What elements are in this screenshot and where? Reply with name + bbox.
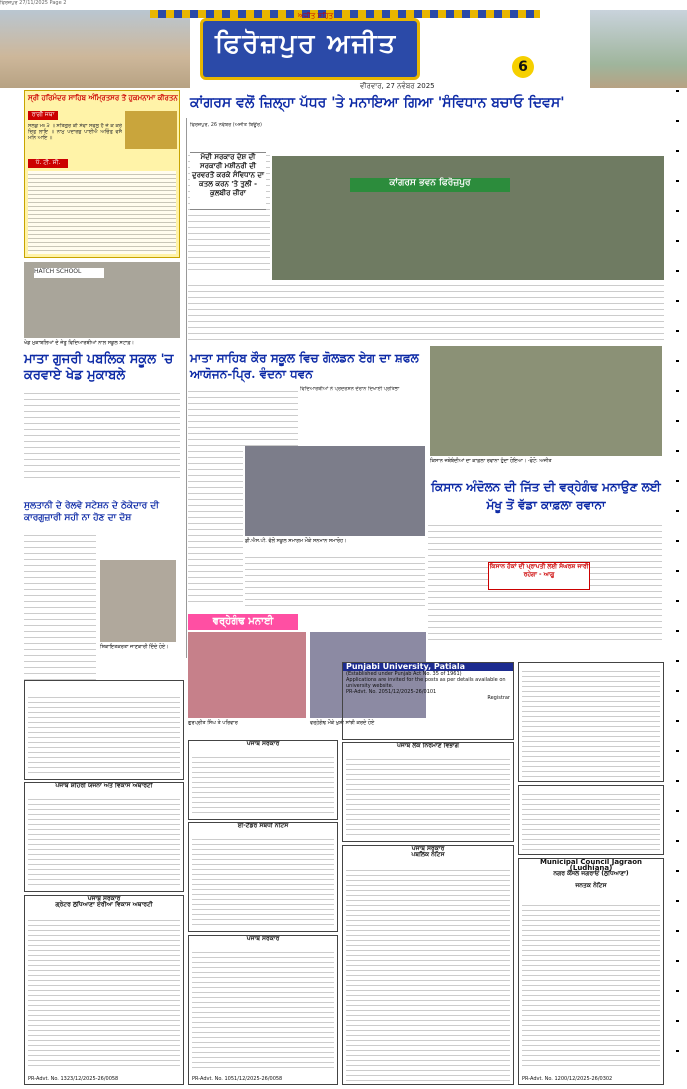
hukamnama-text: ਸਲੋਕੁ ਮਃ ੩ ॥ ਸਤਿਗੁਰ ਕੀ ਸੇਵਾ ਸਫਲੁ ਹੈ ਜੇ ਕੋ ਕਰੇ ਚਿਤੁ ਲਾਇ ॥ ਨਾਮੁ ਪਦਾਰਥੁ ਪਾਈਐ ਅਚਿੰਤੁ ਵਸੈ ਮਨਿ ਆਇ ॥	[28, 123, 122, 142]
ad-govt-2-title: ਪੰਜਾਬ ਸਰਕਾਰ	[246, 935, 280, 942]
lead-headline: ਕਾਂਗਰਸ ਵਲੋਂ ਜ਼ਿਲ੍ਹਾ ਪੱਧਰ 'ਤੇ ਮਨਾਇਆ ਗਿਆ 'ਸੰਵਿਧਾਨ ਬਚਾਓ ਦਿਵਸ'	[190, 95, 565, 111]
ragi-label: ਰਾਗੀ ਜਥਾ	[28, 111, 58, 120]
railway-headline: ਸੁਲਤਾਨੀ ਦੇ ਰੇਲਵੇ ਸਟੇਸ਼ਨ ਦੇ ਠੇਕੇਦਾਰ ਦੀ ਕਾਰਗੁਜ਼ਾਰੀ ਸਹੀ ਨਾ ਹੋਣ ਦਾ ਦੋਸ਼	[24, 501, 159, 523]
golden-egg-body-2	[188, 446, 243, 606]
ad-pavitra: ਪਬਲਿਕ ਨੋਟਿਸ	[411, 851, 445, 858]
dtc-label: ਧੰ. ਟੀ. ਸੀ.	[28, 159, 68, 168]
masthead-title: ਫਿਰੋਜ਼ਪੁਰ ਅਜੀਤ	[215, 29, 398, 59]
kisan-headline: ਕਿਸਾਨ ਅੰਦੋਲਨ ਦੀ ਜਿੱਤ ਦੀ ਵਰ੍ਹੇਗੰਢ ਮਨਾਉਣ ਲਈ ਮੱਖੂ ਤੋਂ ਵੱਡਾ ਕਾਫ਼ਲਾ ਰਵਾਨਾ	[431, 480, 661, 512]
golden-egg-headline: ਮਾਤਾ ਸਾਹਿਬ ਕੌਰ ਸਕੂਲ ਵਿਚ ਗੋਲਡਨ ਏਗ ਦਾ ਸ਼ਫਲ ਆਯੋਜਨ-ਪ੍ਰਿ. ਵੰਦਨਾ ਧਵਨ	[190, 351, 419, 381]
masthead-photo-left	[0, 10, 190, 88]
ad-tender-1	[188, 822, 338, 932]
masthead-pattern	[150, 10, 540, 18]
anniversary-photo-left	[188, 632, 306, 718]
ad-glada-govt: ਪੰਜਾਬ ਸਰਕਾਰ	[87, 895, 121, 902]
ad-glada-adv: PR-Advt. No. 1323/12/2025-26/0058	[28, 1076, 119, 1082]
ad-tender-1-title: ਈ-ਟੈਂਡਰ ਸੰਬੰਧੀ ਨੋਟਿਸ	[237, 822, 289, 829]
lead-dateline: ਫਿਰੋਜ਼ਪੁਰ, 26 ਨਵੰਬਰ (ਅਜੀਤ ਬਿਊਰੋ)	[190, 122, 262, 128]
golden-egg-caption: ਡੀ.ਐਸ.ਪੀ. ਵੱਲੋਂ ਸਕੂਲ ਸਮਾਗਮ ਮੌਕੇ ਸਨਮਾਨ ਸਮਾਰੋਹ।	[245, 538, 347, 544]
railway-photo	[100, 560, 176, 642]
anniversary-caption-right: ਵਰ੍ਹੇਗੰਢ ਮੌਕੇ ਖੁਸ਼ੀ ਸਾਂਝੀ ਕਰਦੇ ਹੋਏ	[310, 720, 375, 726]
pu-subtitle: (Established under Punjab Act No. 35 of 1961)	[346, 671, 462, 677]
ad-glada	[24, 895, 184, 1085]
ad-punjabi-university	[342, 662, 514, 740]
golden-egg-body-3	[245, 552, 425, 606]
golden-egg-subhead: ਵਿਦਿਆਰਥੀਆਂ ਨੇ ਪ੍ਰਦਰਸ਼ਨ ਦੌਰਾਨ ਦਿਖਾਈ ਪ੍ਰਤਿਭਾ	[300, 386, 400, 392]
ad-govt-2-adv: PR-Advt. No. 1051/12/2025-26/0058	[192, 1076, 283, 1082]
ad-govt-3	[342, 845, 514, 1085]
hukamnama-box	[24, 90, 180, 258]
ad-jagraon	[518, 858, 664, 1085]
ad-prwd	[342, 742, 514, 842]
column-rule	[186, 118, 187, 658]
issue-date: ਵੀਰਵਾਰ, 27 ਨਵੰਬਰ 2025	[360, 82, 435, 90]
school-headline: ਮਾਤਾ ਗੁਜਰੀ ਪਬਲਿਕ ਸਕੂਲ 'ਚ ਕਰਵਾਏ ਖੇਡ ਮੁਕਾਬਲੇ	[24, 352, 174, 383]
ad-glada-title: ਗ੍ਰੇਟਰ ਲੁਧਿਆਣਾ ਏਰੀਆ ਵਿਕਾਸ ਅਥਾਰਟੀ	[55, 901, 153, 908]
anniversary-title: ਵਰ੍ਹੇਗੰਢ ਮਨਾਈ	[188, 614, 298, 630]
pu-adv-no: PR-Advt. No. 2051/12/2025-26/0101	[346, 689, 437, 695]
school-photo-caption: ਖੇਡ ਮੁਕਾਬਲਿਆਂ ਦੇ ਜੇਤੂ ਵਿਦਿਆਰਥੀਆਂ ਨਾਲ ਸਕੂਲ ਸਟਾਫ਼।	[24, 340, 135, 346]
ad-notice-1	[24, 680, 184, 780]
jagraon-subtitle: ਨਗਰ ਕੌਂਸਲ ਜਗਰਾਓਂ (ਲੁਧਿਆਣਾ)	[553, 870, 629, 877]
ad-harda-title: ਪੰਜਾਬ ਸ਼ਹਿਰੀ ਯੋਜਨਾ ਅਤੇ ਵਿਕਾਸ ਅਥਾਰਟੀ	[55, 782, 153, 789]
ad-right-mid	[518, 785, 664, 855]
lead-pull-quote: ਮੋਦੀ ਸਰਕਾਰ ਦੇਸ਼ ਦੀ ਸਰਕਾਰੀ ਮਸ਼ੀਨਰੀ ਦੀ ਦੁਰਵਰਤੋਂ ਕਰਕੇ ਸੰਵਿਧਾਨ ਦਾ ਕਤਲ ਕਰਨ 'ਤੇ ਤੁਲੀ - ਕੁਲਬੀਰ ਜ਼ੀਰਾ	[190, 152, 266, 210]
masthead-photo-right	[590, 10, 687, 88]
lead-photo	[272, 156, 664, 296]
pu-text: Applications are invited for the posts as per details available on university website.	[346, 677, 506, 689]
ad-govt-1-title: ਪੰਜਾਬ ਸਰਕਾਰ	[246, 740, 280, 747]
ad-right-top	[518, 662, 664, 782]
anniversary-caption-left: ਗੁਰਪ੍ਰੀਤ ਸਿੰਘ ਤੇ ਪਰਿਵਾਰ	[188, 720, 238, 726]
pu-registrar: Registrar	[487, 695, 510, 701]
school-banner: HATCH SCHOOL	[34, 268, 104, 278]
railway-photo-caption: ਸ਼ਿਕਾਇਤਕਰਤਾ ਜਾਣਕਾਰੀ ਦਿੰਦੇ ਹੋਏ।	[100, 644, 169, 650]
pu-title: Punjabi University, Patiala	[343, 663, 513, 671]
golden-egg-body	[188, 386, 298, 446]
jagraon-title: Municipal Council Jagraon (Ludhiana)	[539, 858, 643, 872]
golden-egg-photo	[245, 446, 425, 536]
ad-govt-1	[188, 740, 338, 820]
print-info-line: ਫਿਰੋਜ਼ਪੁਰ 27/11/2025 Page 2	[0, 0, 67, 6]
hukamnama-body-lines	[28, 171, 176, 254]
jagraon-notice: ਜਨਤਕ ਨੋਟਿਸ	[575, 882, 607, 889]
golden-temple-photo	[125, 111, 177, 149]
masthead-small: ਅਜੀਤ ਸਹਿਤ	[298, 12, 334, 20]
lead-story-body	[188, 280, 664, 344]
masthead-banner	[200, 18, 420, 80]
kisan-subhead: ਕਿਸਾਨ ਹੱਕਾਂ ਦੀ ਪ੍ਰਾਪਤੀ ਲਈ ਸੰਘਰਸ਼ ਜਾਰੀ ਰਹੇਗਾ - ਆਗੂ	[488, 562, 590, 590]
page-number: 6	[512, 56, 534, 78]
ad-govt-2	[188, 935, 338, 1085]
ad-govt-3-title: ਪੰਜਾਬ ਸਰਕਾਰ	[411, 845, 445, 852]
jagraon-adv: PR-Advt. No. 1200/12/2025-26/0302	[522, 1076, 613, 1082]
congress-bhawan-banner: ਕਾਂਗਰਸ ਭਵਨ ਫਿਰੋਜ਼ਪੁਰ	[350, 178, 510, 192]
school-sports-photo	[24, 262, 180, 338]
railway-body	[24, 530, 96, 680]
hukamnama-title: ਸ੍ਰੀ ਹਰਿਮੰਦਰ ਸਾਹਿਬ ਅੰਮ੍ਰਿਤਸਰ ਤੋਂ ਹੁਕਮਨਾਮਾ ਕੀਰਤਨ	[28, 94, 178, 102]
kisan-photo-caption: ਕਿਸਾਨ ਜਥੇਬੰਦੀਆਂ ਦਾ ਕਾਫ਼ਲਾ ਰਵਾਨਾ ਹੁੰਦਾ ਹੋਇਆ। -ਫੋਟੋ: ਅਜੀਤ	[430, 458, 552, 464]
crop-marks	[676, 90, 679, 1080]
masthead	[0, 10, 687, 88]
school-story-body	[24, 388, 180, 478]
ad-prwd-title: ਪੰਜਾਬ ਲੋਕ ਨਿਰਮਾਣ ਵਿਭਾਗ	[397, 742, 459, 749]
ad-harda	[24, 782, 184, 892]
kisan-photo	[430, 346, 662, 456]
